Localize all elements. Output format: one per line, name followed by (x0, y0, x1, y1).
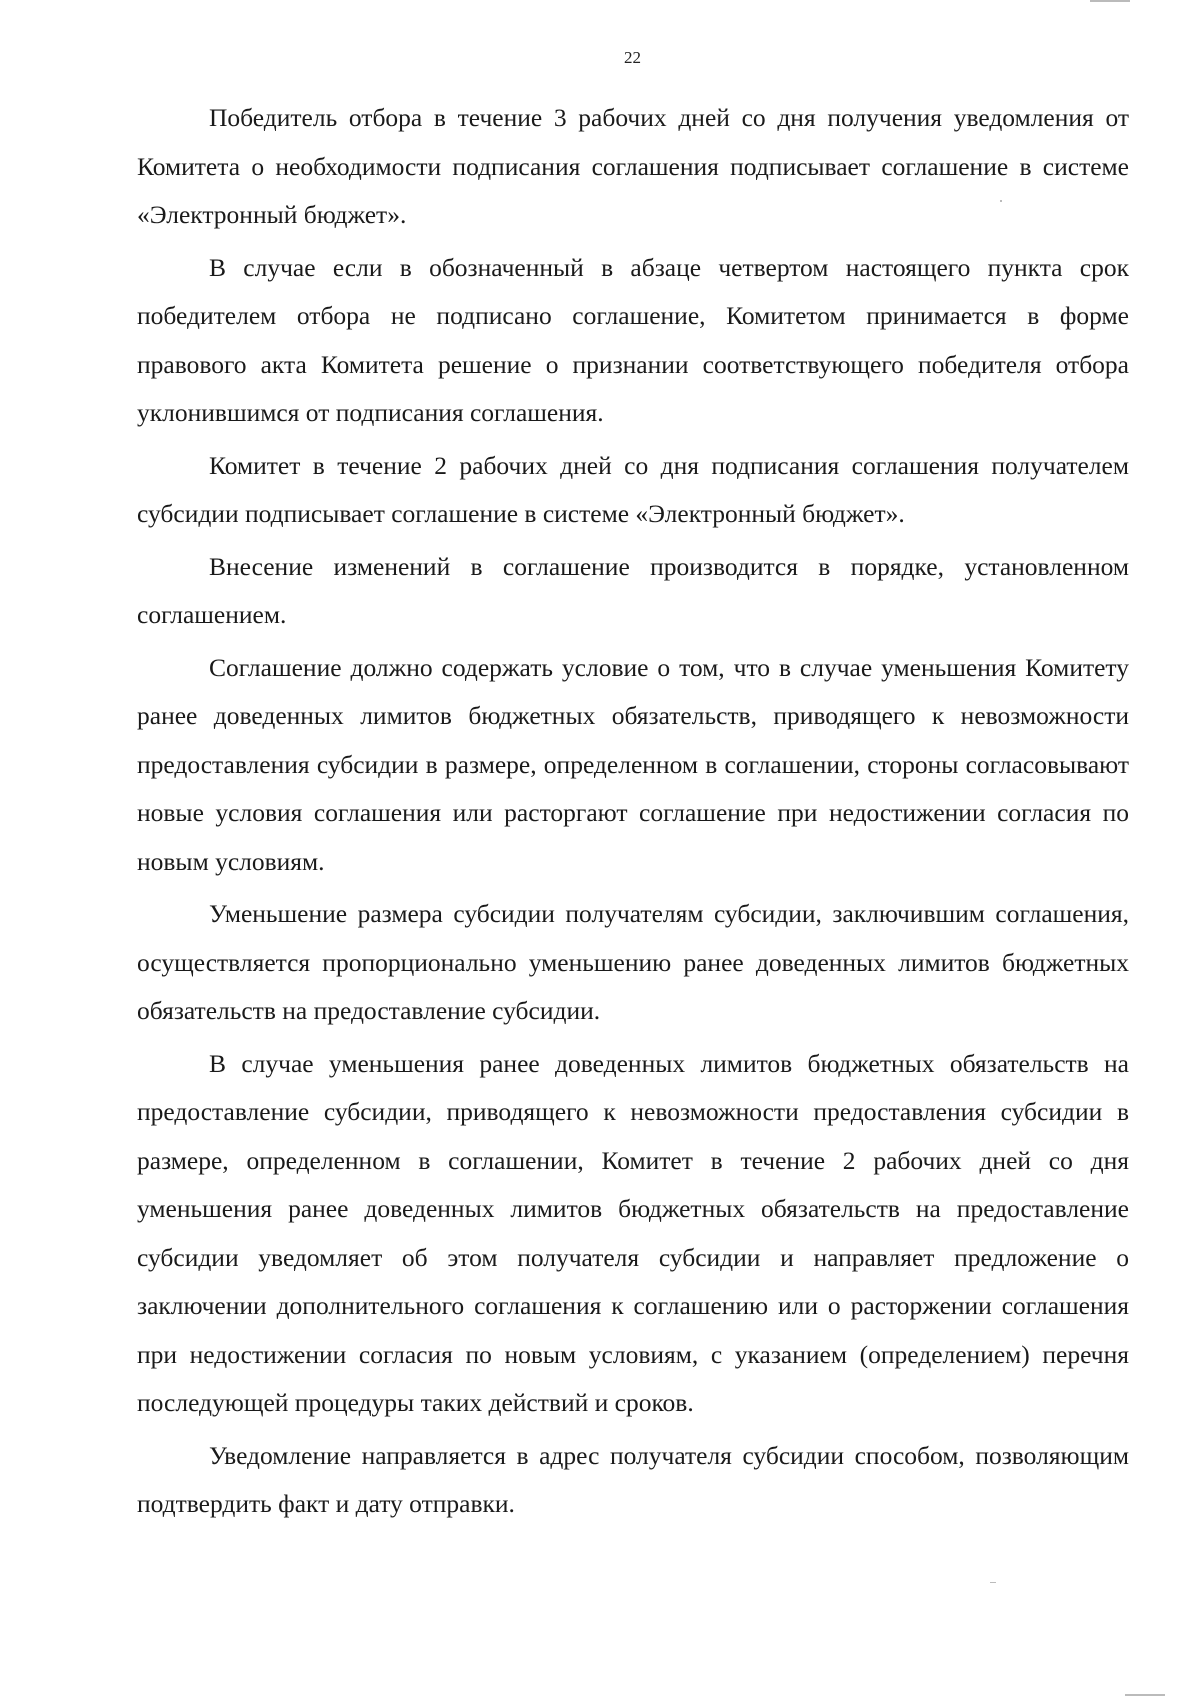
paragraph-2: В случае если в обозначенный в абзаце четвертом настоящего пункта срок победителем отбора не подписано соглашение, Комитетом принимается в форме правового акта Комитета решение о признании соответствующего победителя отбора уклонившимся от подписания соглашения. (137, 252, 1129, 427)
page-number: 22 (624, 48, 641, 67)
paragraph-6: Уменьшение размера субсидии получателям субсидии, заключившим соглашения, осуществляется пропорционально уменьшению ранее доведенных лимитов бюджетных обязательств на предоставление субсидии. (137, 899, 1129, 1025)
paragraph-5: Соглашение должно содержать условие о том, что в случае уменьшения Комитету ранее доведенных лимитов бюджетных обязательств, приводящего к невозможности предоставления субсидии в размере, определенном в соглашении, стороны согласовывают новые условия соглашения или расторгают соглашение при недостижении согласия по новым условиям. (137, 652, 1129, 876)
scan-edge-mark (1125, 1694, 1165, 1696)
scan-speck (990, 1582, 996, 1583)
paragraph-1: Победитель отбора в течение 3 рабочих дней со дня получения уведомления от Комитета о необходимости подписания соглашения подписывает соглашение в системе «Электронный бюджет». (137, 103, 1129, 229)
paragraph-4: Внесение изменений в соглашение производится в порядке, установленном соглашением. (137, 551, 1129, 629)
paragraph-8: Уведомление направляется в адрес получателя субсидии способом, позволяющим подтвердить факт и дату отправки. (137, 1440, 1129, 1518)
paragraph-7: В случае уменьшения ранее доведенных лимитов бюджетных обязательств на предоставление субсидии, приводящего к невозможности предоставления субсидии в размере, определенном в соглашении, Комитет в течение 2 рабочих дней со дня уменьшения ранее доведенных лимитов бюджетных обязательств на предоставление субсидии уведомляет об этом получателя субсидии и направляет предложение о заключении дополнительного соглашения к соглашению или о расторжении соглашения при недостижении согласия по новым условиям, с указанием (определением) перечня последующей процедуры таких действий и сроков. (137, 1048, 1129, 1417)
scan-speck (1000, 200, 1002, 202)
scan-edge-mark (1090, 0, 1130, 2)
paragraph-3: Комитет в течение 2 рабочих дней со дня подписания соглашения получателем субсидии подписывает соглашение в системе «Электронный бюджет». (137, 450, 1129, 528)
document-body (137, 94, 1129, 1533)
